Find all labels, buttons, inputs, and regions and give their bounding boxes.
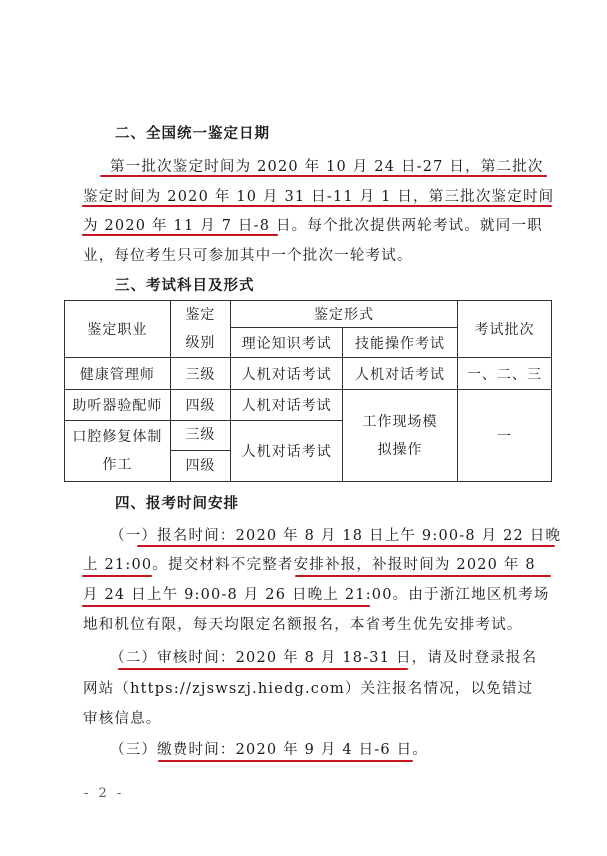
row3-occupation: 口腔修复体制作工 [65, 421, 171, 482]
row1-theory: 人机对话考试 [231, 358, 343, 390]
section4-line-1: （一）报名时间：2020 年 8 月 18 日上午 9:00-8 月 22 日晚 [110, 528, 562, 544]
section4-line-4: 地和机位有限，每天均限定名额报名，本省考生优先安排考试。 [83, 617, 523, 633]
section4-line-6: 网站（https://zjswszj.hiedg.com）关注报名情况，以免错过 [83, 681, 534, 697]
section4-line-2: 上 21:00。提交材料不完整者安排补报，补报时间为 2020 年 8 [83, 557, 536, 573]
row3-level-a: 三级 [171, 421, 230, 451]
header-level: 鉴定级别 [170, 301, 230, 358]
row3-level-b: 四级 [185, 458, 216, 474]
section2-line-3: 为 2020 年 11 月 7 日-8 日。每个批次提供两轮考试。就同一职 [83, 218, 543, 234]
section2-line-1: 第一批次鉴定时间为 2020 年 10 月 24 日-27 日，第二批次 [110, 159, 544, 175]
row3-theory: 人机对话考试 [231, 421, 343, 482]
section2-heading: 二、全国统一鉴定日期 [115, 126, 270, 142]
red-underline [82, 234, 278, 236]
row1-level: 三级 [170, 358, 230, 390]
header-skill: 技能操作考试 [343, 328, 458, 358]
section2-line-4: 业，每位考生只可参加其中一个批次一轮考试。 [83, 248, 413, 264]
section4-line-7: 审核信息。 [83, 711, 162, 727]
row1-batch: 一、二、三 [457, 358, 551, 390]
row3-level-cell [170, 421, 230, 482]
section3-heading: 三、考试科目及形式 [115, 278, 255, 294]
red-underline [158, 760, 413, 762]
row2-theory: 人机对话考试 [231, 390, 343, 421]
header-batch: 考试批次 [457, 301, 551, 358]
header-occupation: 鉴定职业 [65, 301, 171, 358]
section2-line-2: 鉴定时间为 2020 年 10 月 31 日-11 月 1 日，第三批次鉴定时间 [83, 189, 555, 205]
row2-batch: 一 [457, 390, 551, 482]
red-underline [82, 605, 370, 607]
exam-subjects-table [64, 300, 552, 482]
red-underline [82, 205, 552, 207]
row1-skill: 人机对话考试 [343, 358, 458, 390]
row1-occupation: 健康管理师 [65, 358, 171, 390]
red-underline [82, 575, 152, 577]
red-underline [137, 545, 555, 547]
red-underline [100, 175, 547, 177]
row2-skill: 工作现场模拟操作 [343, 390, 458, 482]
red-underline [118, 668, 408, 670]
table-row [65, 358, 552, 390]
row2-occupation: 助听器验配师 [65, 390, 171, 421]
page-number: - 2 - [84, 786, 125, 801]
row2-level: 四级 [170, 390, 230, 421]
table-row [65, 390, 552, 421]
section4-line-3: 月 24 日上午 9:00-8 月 26 日晚上 21:00。由于浙江地区机考场 [83, 587, 550, 603]
section4-line-8: （三）缴费时间：2020 年 9 月 4 日-6 日。 [110, 742, 429, 758]
red-underline [295, 575, 551, 577]
section4-line-5: （二）审核时间：2020 年 8 月 18-31 日，请及时登录报名 [110, 650, 538, 666]
header-theory: 理论知识考试 [231, 328, 343, 358]
section4-heading: 四、报考时间安排 [115, 496, 239, 512]
header-form: 鉴定形式 [231, 301, 458, 328]
